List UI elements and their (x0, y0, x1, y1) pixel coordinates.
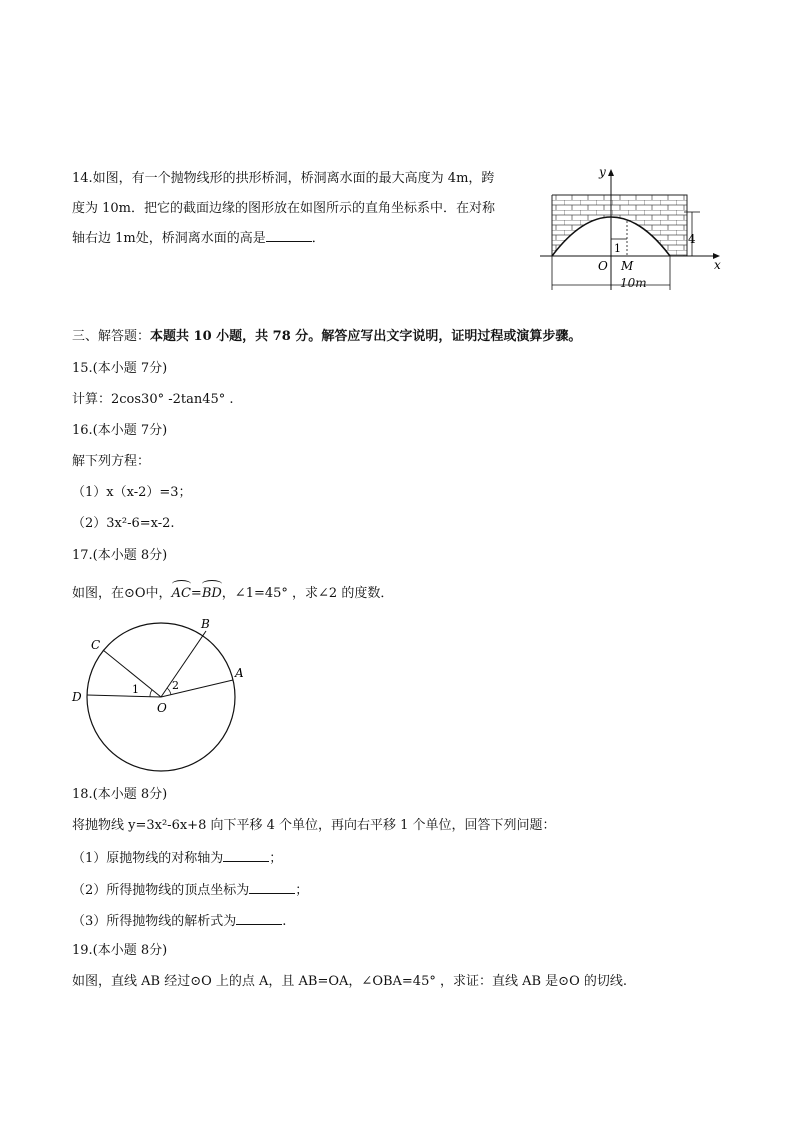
bridge-arch-figure (532, 160, 732, 295)
angle-1-arc (150, 690, 152, 697)
label-d: D (72, 690, 82, 704)
label-1: 1 (614, 242, 621, 255)
label-o: O (598, 259, 608, 273)
arc-ac: AC (172, 583, 191, 603)
label-a: A (235, 666, 244, 680)
answer-blank (223, 848, 269, 862)
q17-text-pre: 如图，在⊙O中， (72, 586, 172, 601)
y-axis-arrow-icon (608, 169, 614, 176)
q14-line-1: 14.如图，有一个抛物线形的拱形桥洞，桥洞离水面的最大高度为 4m，跨 (72, 171, 495, 186)
label-y: y (599, 165, 606, 179)
label-x: x (714, 258, 721, 272)
q14-line-2: 度为 10m．把它的截面边缘的图形放在如图所示的直角坐标系中．在对称 (72, 201, 496, 216)
label-angle-2: 2 (172, 679, 179, 692)
q18-part-3-end: . (282, 914, 287, 929)
section-3-header (72, 328, 581, 346)
q16-part-2: （2）3x²-6=x-2. (72, 516, 175, 531)
q14-line-3-text: 轴右边 1m处，桥洞离水面的高是 (72, 231, 266, 246)
q18-part-2-end: ； (295, 883, 309, 898)
label-angle-1: 1 (132, 683, 139, 696)
angle-2-arc (167, 688, 171, 695)
answer-blank (236, 911, 282, 925)
label-10m: 10m (620, 276, 647, 290)
q19-body: 如图，直线 AB 经过⊙O 上的点 A，且 AB=OA，∠OBA=45° ，求证：直线 AB 是⊙O 的切线. (72, 974, 628, 989)
circle-figure (66, 615, 256, 790)
answer-blank (249, 880, 295, 894)
label-4: 4 (688, 232, 696, 246)
q17-equals: = (190, 586, 202, 601)
q14-line-3-end: ． (311, 231, 325, 246)
q17-header: 17.(本小题 8分) (72, 548, 168, 563)
q16-header: 16.(本小题 7分) (72, 423, 168, 438)
q17-body (72, 583, 393, 603)
q15-body: 计算：2cos30° -2tan45° . (72, 392, 234, 407)
radius-ob (161, 631, 206, 697)
q17-text-post: ，∠1=45° ，求∠2 的度数． (221, 586, 394, 601)
section-3-bold: 本题共 10 小题，共 78 分。 (150, 329, 322, 344)
q18-part-3-text: （3）所得抛物线的解析式为 (72, 914, 237, 929)
label-c: C (91, 638, 101, 652)
q18-body: 将抛物线 y=3x²-6x+8 向下平移 4 个单位，再向右平移 1 个单位，回答下列问题： (72, 818, 556, 833)
q18-part-3 (72, 911, 286, 931)
q15-header: 15.(本小题 7分) (72, 361, 168, 376)
q18-header: 18.(本小题 8分) (72, 787, 168, 802)
q16-intro: 解下列方程： (72, 454, 151, 469)
q18-part-1-end: ； (269, 851, 283, 866)
answer-blank (266, 228, 312, 242)
label-o-center: O (157, 701, 167, 715)
label-m: M (621, 259, 634, 273)
q18-part-2-text: （2）所得抛物线的顶点坐标为 (72, 883, 250, 898)
q18-part-1 (72, 848, 282, 868)
q19-header: 19.(本小题 8分) (72, 943, 168, 958)
q14-line-3 (72, 224, 524, 254)
section-3-suffix: 解答应写出文字说明，证明过程或演算步骤。 (321, 329, 582, 344)
section-3-prefix: 三、解答题： (72, 329, 151, 344)
question-14 (72, 164, 524, 254)
q18-part-2 (72, 880, 308, 900)
label-b: B (201, 617, 210, 631)
q18-part-1-text: （1）原抛物线的对称轴为 (72, 851, 224, 866)
q16-part-1: （1）x（x-2）=3； (72, 485, 192, 500)
arc-bd: BD (202, 583, 222, 603)
